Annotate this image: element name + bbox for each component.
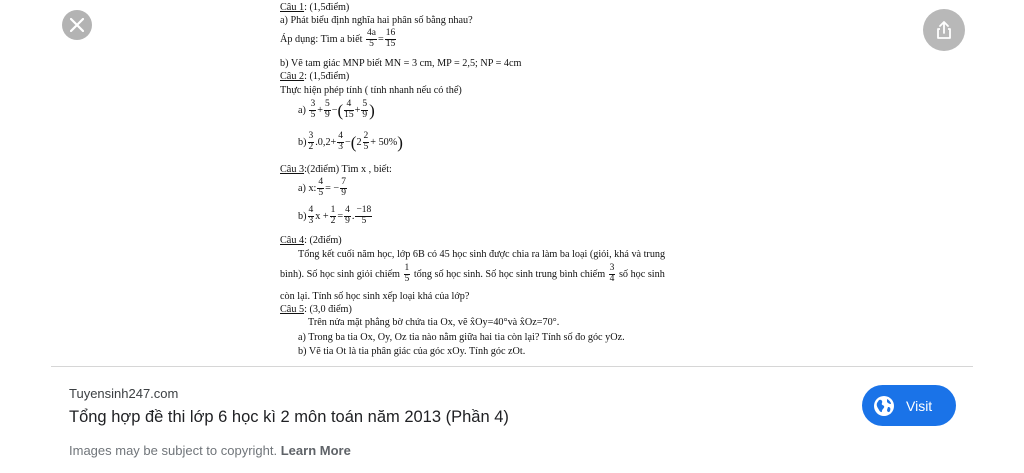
question-5-heading: Câu 5: (3,0 điểm) (280, 304, 352, 315)
question-5b: b) Vẽ tia Ot là tia phân giác của góc xOy. Tính góc zOt. (298, 346, 526, 357)
question-4-line-2: bình). Số học sinh giỏi chiếm $\frac{1}{5}$ tổng số học sinh. Số học sinh trung bình chiếm $\frac{3}{4}$ số học sinh (280, 263, 665, 284)
share-icon (935, 20, 953, 40)
question-3a: a) x: $\frac{4}{5}$ = − $\frac{7}{9}$ (298, 177, 346, 198)
question-5-line-1: Trên nửa mặt phẳng bờ chứa tia Ox, vẽ x̂Oy=40°và x̂Oz=70°. (308, 317, 560, 328)
learn-more-link[interactable]: Learn More (280, 443, 351, 458)
visit-button[interactable] (862, 385, 956, 426)
visit-label: Visit (906, 397, 933, 414)
question-3-heading: Câu 3:(2điểm) Tìm x , biết: (280, 164, 392, 175)
question-3b: b) $\frac{4}{3}$ x + $\frac{1}{2}$ = $\frac{4}{9}$ . $\frac{-18}{5}$ (298, 205, 372, 226)
share-button[interactable] (923, 9, 965, 51)
question-2b: b) $\frac{3}{2}$ .0,2+ $\frac{4}{3}$ −(2 $\frac{2}{5}$ + 50%) (298, 131, 403, 153)
question-2-heading: Câu 2: (1,5điểm) (280, 71, 350, 82)
close-icon (70, 18, 84, 32)
question-2-intro: Thực hiện phép tính ( tính nhanh nếu có thể) (280, 85, 462, 96)
close-button[interactable] (62, 10, 92, 40)
question-4-line-3: còn lại. Tính số học sinh xếp loại khá của lớp? (280, 291, 470, 302)
question-1-heading: Câu 1: (1,5điểm) (280, 2, 350, 13)
divider (51, 366, 973, 367)
result-title[interactable]: Tổng hợp đề thi lớp 6 học kì 2 môn toán năm 2013 (Phần 4) (69, 408, 509, 426)
question-1a: a) Phát biểu định nghĩa hai phân số bằng nhau? (280, 15, 473, 26)
question-5a: a) Trong ba tia Ox, Oy, Oz tia nào nằm giữa hai tia còn lại? Tính số đo góc yOz. (298, 332, 625, 343)
question-4-heading: Câu 4: (2điểm) (280, 235, 342, 246)
question-4-line-1: Tổng kết cuối năm học, lớp 6B có 45 học sinh được chia ra làm ba loại (giỏi, khá và trung (298, 249, 666, 260)
copyright-notice: Images may be subject to copyright. Learn More (69, 443, 351, 458)
question-1b: b) Vẽ tam giác MNP biết MN = 3 cm, MP = 2,5; NP = 4cm (280, 58, 522, 69)
source-domain[interactable]: Tuyensinh247.com (69, 386, 179, 401)
exam-document-image[interactable] (278, 0, 758, 364)
globe-icon (873, 395, 895, 417)
question-1-apply: Áp dụng: Tìm a biết $\frac{4a}{5}$ = $\frac{16}{15}$ (280, 28, 396, 49)
question-2a: a) $\frac{3}{5}$ + $\frac{5}{9}$ −( $\frac{4}{15}$ + $\frac{5}{9}$ ) (298, 99, 375, 121)
